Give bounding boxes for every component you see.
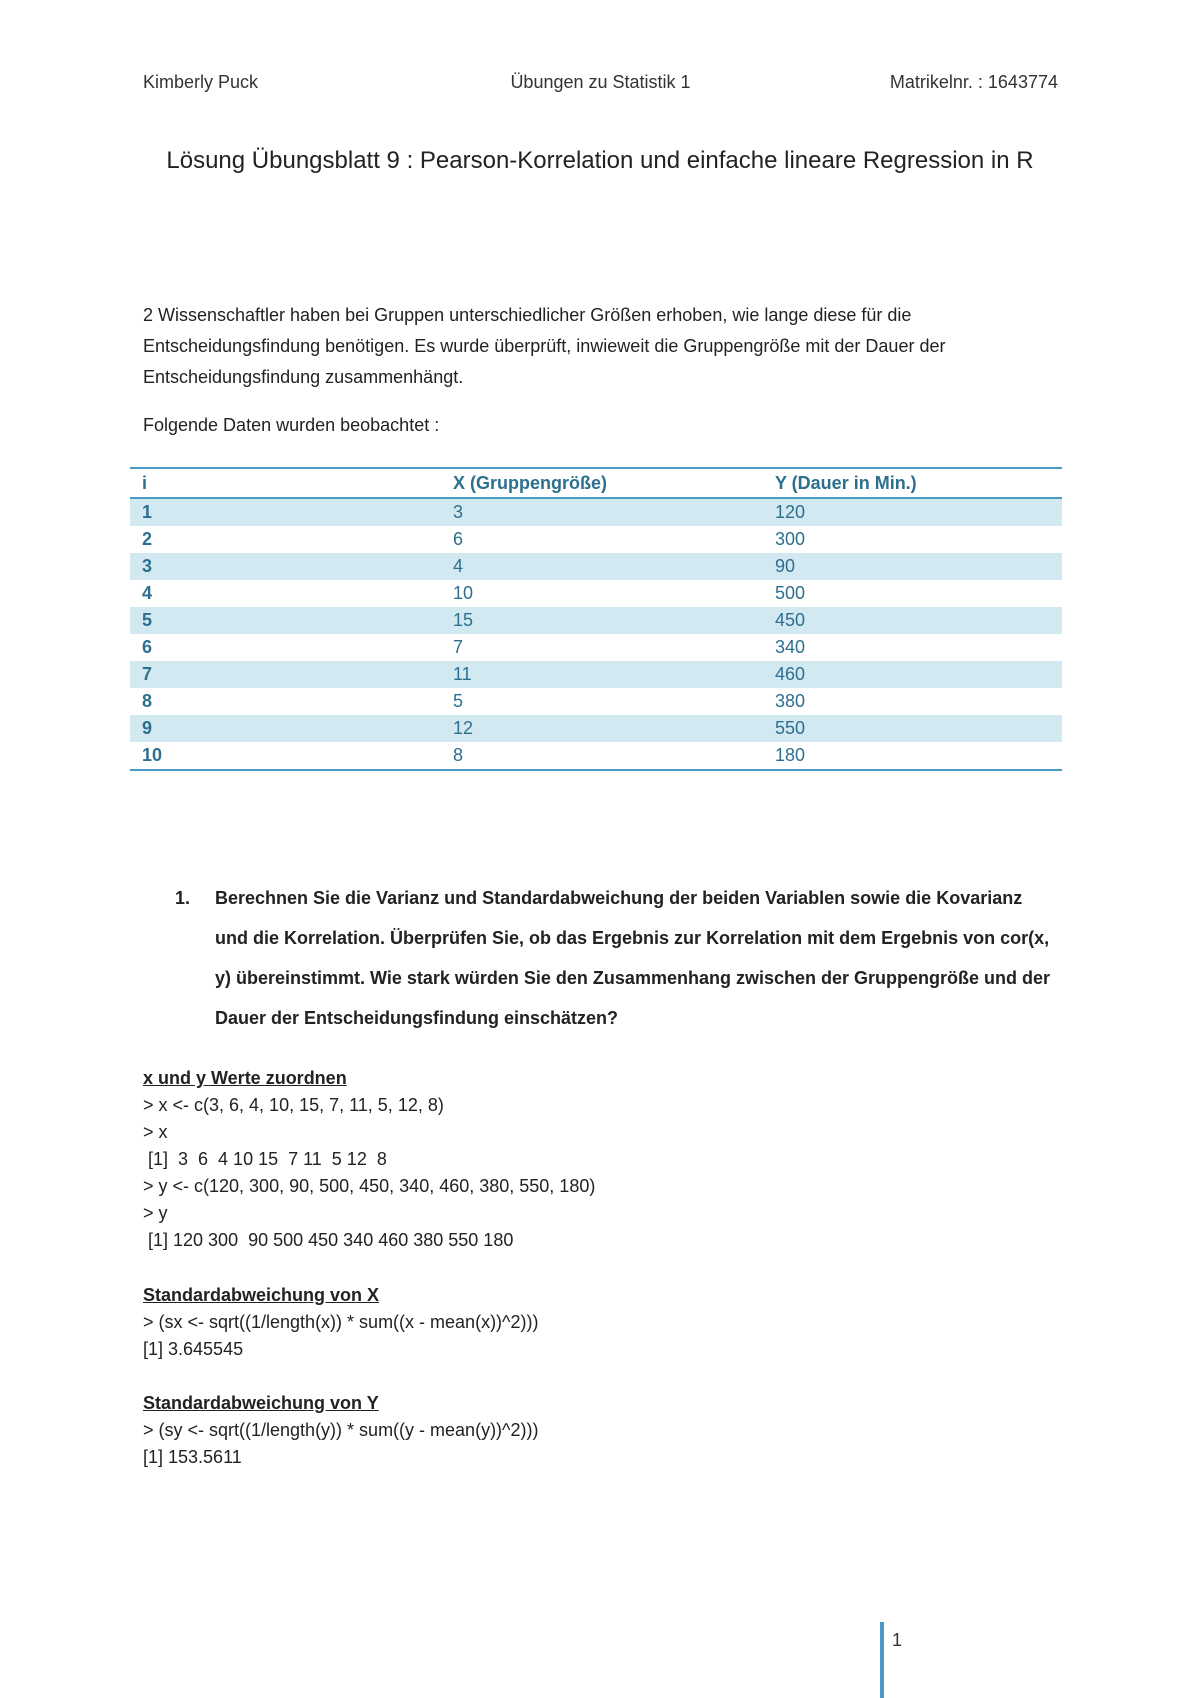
footer-accent-bar (880, 1622, 884, 1698)
code-line: > y (143, 1203, 168, 1223)
cell-x: 11 (441, 661, 763, 688)
cell-i: 2 (142, 529, 153, 549)
section-heading: x und y Werte zuordnen (143, 1068, 347, 1088)
cell-y: 380 (775, 691, 806, 711)
table-row (130, 553, 1062, 580)
cell-y: 180 (763, 742, 1062, 770)
section-sy (143, 1390, 539, 1471)
task-number: 1. (175, 888, 191, 908)
task-item (175, 878, 1055, 1038)
cell-x: 7 (453, 637, 464, 657)
data-table (130, 467, 1062, 771)
cell-i: 6 (142, 637, 153, 657)
cell-x: 12 (441, 715, 763, 742)
table-header-row (130, 468, 1062, 498)
section-xy (143, 1065, 595, 1254)
table-row (130, 607, 1062, 634)
cell-y: 340 (775, 637, 806, 657)
matriculation-number: Matrikelnr. : 1643774 (889, 72, 1058, 92)
code-line: > (sx <- sqrt((1/length(x)) * sum((x - mean(x))^2))) (143, 1312, 539, 1332)
cell-i: 5 (130, 607, 441, 634)
cell-x: 15 (441, 607, 763, 634)
cell-y: 300 (775, 529, 806, 549)
table-row (130, 715, 1062, 742)
author-name: Kimberly Puck (143, 72, 259, 92)
cell-i: 3 (130, 553, 441, 580)
cell-x: 5 (453, 691, 464, 711)
cell-x: 3 (441, 498, 763, 526)
code-line: > y <- c(120, 300, 90, 500, 450, 340, 460, 380, 550, 180) (143, 1176, 596, 1196)
code-line: > x (143, 1122, 168, 1142)
table-row (130, 661, 1062, 688)
table-row (130, 742, 1062, 770)
cell-i: 7 (130, 661, 441, 688)
page-number: 1 (892, 1630, 903, 1650)
task-text: Berechnen Sie die Varianz und Standardabweichung der beiden Variablen sowie die Kovarianz und die Korrelation. Überprüfen Sie, ob das Ergebnis zur Korrelation mit dem Ergebnis von cor(x, y) übereinstimmt. Wie stark würden Sie den Zusammenhang zwischen der Gruppengröße und der Dauer der Entscheidungsfindung einschätzen? (215, 888, 1050, 1028)
header-y: Y (Dauer in Min.) (763, 468, 1062, 498)
course-name: Übungen zu Statistik 1 (510, 72, 691, 92)
cell-i: 9 (130, 715, 441, 742)
cell-y: 550 (763, 715, 1062, 742)
code-line: [1] 3 6 4 10 15 7 11 5 12 8 (143, 1149, 387, 1169)
cell-x: 4 (441, 553, 763, 580)
cell-y: 500 (775, 583, 806, 603)
data-lead-text: Folgende Daten wurden beobachtet : (143, 415, 440, 435)
cell-y: 450 (763, 607, 1062, 634)
cell-x: 8 (441, 742, 763, 770)
table-row (130, 580, 1062, 607)
table-row (130, 526, 1062, 553)
cell-y: 120 (763, 498, 1062, 526)
table-row (130, 688, 1062, 715)
section-sx (143, 1282, 539, 1363)
cell-x: 6 (453, 529, 464, 549)
section-heading: Standardabweichung von Y (143, 1393, 379, 1413)
cell-y: 460 (763, 661, 1062, 688)
section-heading: Standardabweichung von X (143, 1285, 380, 1305)
code-line: > (sy <- sqrt((1/length(y)) * sum((y - mean(y))^2))) (143, 1420, 539, 1440)
header-x: X (Gruppengröße) (441, 468, 763, 498)
intro-paragraph: 2 Wissenschaftler haben bei Gruppen unterschiedlicher Größen erhoben, wie lange diese für die Entscheidungsfindung benötigen. Es wurde überprüft, inwieweit die Gruppengröße mit der Dauer der Entscheidungsfindung zusammenhängt. (143, 305, 946, 387)
code-line: > x <- c(3, 6, 4, 10, 15, 7, 11, 5, 12, 8) (143, 1095, 444, 1115)
code-line: [1] 120 300 90 500 450 340 460 380 550 180 (143, 1230, 514, 1250)
cell-i: 8 (142, 691, 153, 711)
code-line: [1] 153.5611 (143, 1447, 242, 1467)
document-title: Lösung Übungsblatt 9 : Pearson-Korrelation und einfache lineare Regression in R (166, 147, 1034, 174)
header-i: i (130, 468, 441, 498)
table-row (130, 498, 1062, 526)
cell-y: 90 (763, 553, 1062, 580)
cell-i: 4 (142, 583, 153, 603)
cell-i: 1 (130, 498, 441, 526)
cell-x: 10 (453, 583, 474, 603)
table-row (130, 634, 1062, 661)
cell-i: 10 (130, 742, 441, 770)
code-line: [1] 3.645545 (143, 1339, 244, 1359)
